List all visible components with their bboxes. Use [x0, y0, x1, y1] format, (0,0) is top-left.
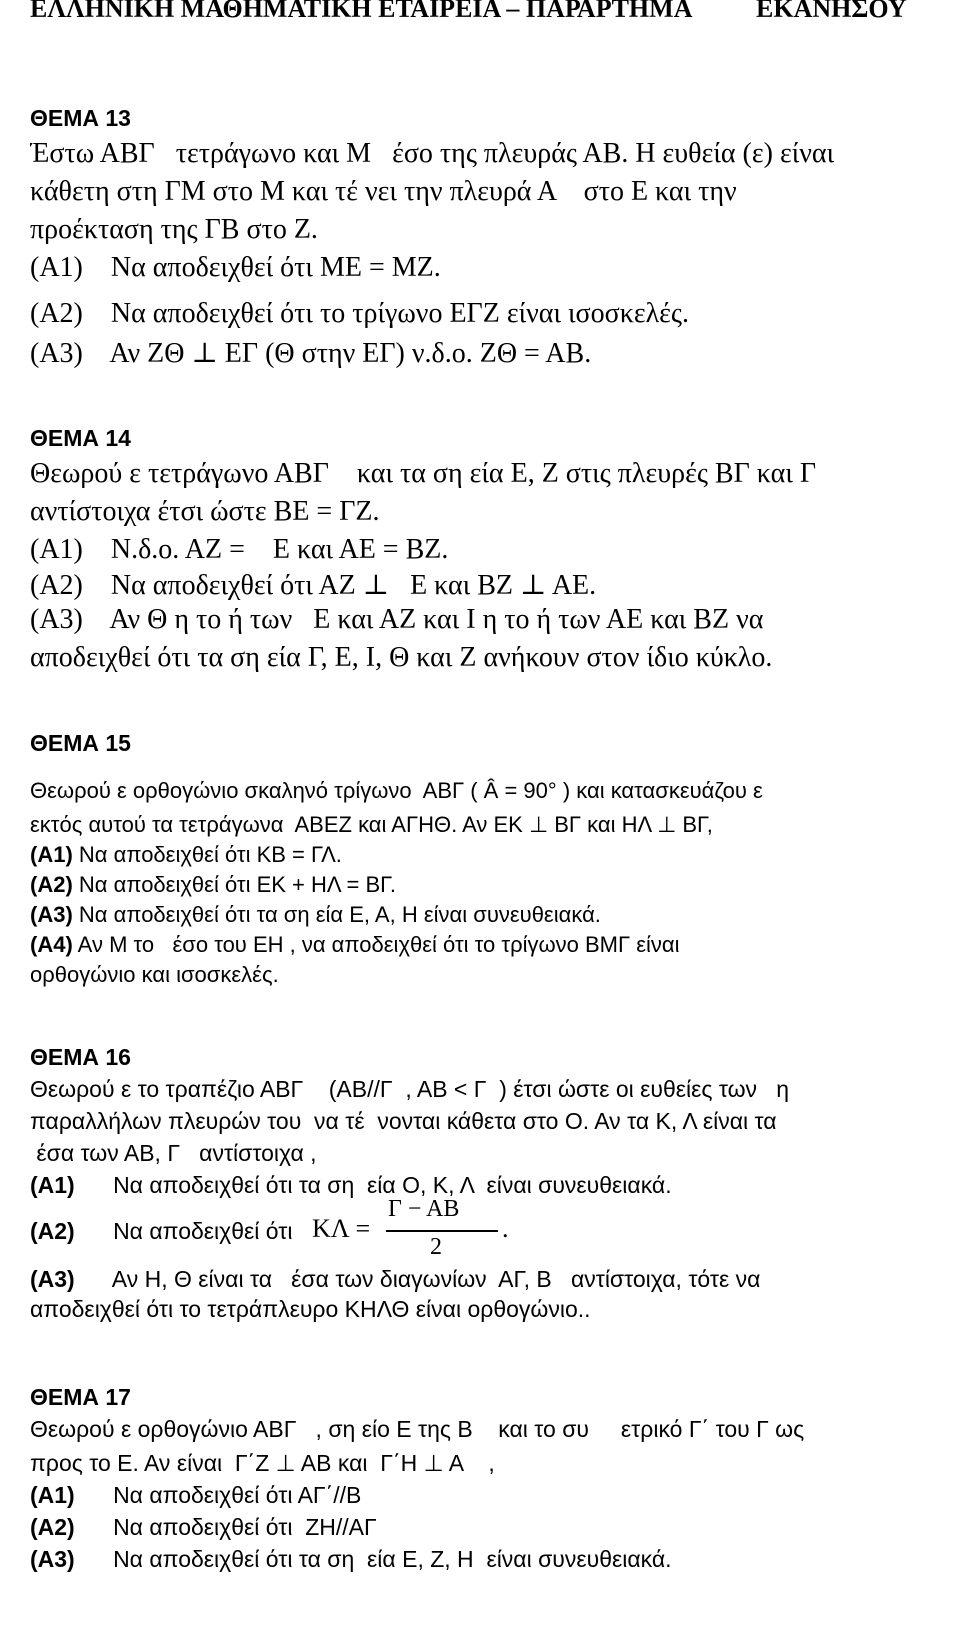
topic-17-question-a1 — [30, 1482, 930, 1508]
topic-16-question-a3 — [30, 1266, 930, 1292]
topic-15-line-1: Θεωρού ε ορθογώνιο σκαληνό τρίγωνο ΑΒΓ ( Â = 90° ) και κατασκευάζου ε — [30, 778, 763, 803]
topic-16-title: ΘΕΜΑ 16 — [30, 1044, 131, 1070]
topic-14-question-a1: (Α1) Ν.δ.ο. ΑΖ = Ε και ΑΕ = ΒΖ. — [30, 534, 449, 565]
question-label: (Α3) — [30, 1266, 75, 1292]
topic-13-line-1: Έστω ΑΒΓ τετράγωνο και Μ έσο της πλευράς ΑΒ. Η ευθεία (ε) είναι — [30, 138, 835, 169]
question-text: Αν Μ το έσο του ΕΗ , να αποδειχθεί ότι το τρίγωνο ΒΜΓ είναι — [72, 932, 680, 957]
topic-17-question-a3 — [30, 1546, 930, 1572]
question-text: Να αποδειχθεί ότι ΚΒ = ΓΛ. — [72, 842, 342, 867]
topic-13-question-a3: (Α3) Αν ΖΘ ⊥ ΕΓ (Θ στην ΕΓ) ν.δ.ο. ΖΘ = ΑΒ. — [30, 338, 592, 369]
topic-17-line-1: Θεωρού ε ορθογώνιο ΑΒΓ , ση είο Ε της Β και το συ ετρικό Γ΄ του Γ ως — [30, 1416, 805, 1442]
question-text: Να αποδειχθεί ότι ΕΚ + ΗΛ = ΒΓ. — [72, 872, 396, 897]
question-label: (Α1) — [30, 842, 73, 867]
fraction-period: . — [502, 1214, 509, 1243]
topic-15-question-a2 — [30, 872, 930, 897]
question-label: (Α1) — [30, 1482, 75, 1508]
topic-15-question-a4 — [30, 932, 930, 957]
topic-14-question-a3-cont: αποδειχθεί ότι τα ση εία Γ, Ε, Ι, Θ και Ζ ανήκουν στον ίδιο κύκλο. — [30, 642, 773, 673]
topic-15-question-a4-cont: ορθογώνιο και ισοσκελές. — [30, 962, 279, 987]
topic-15-line-2: εκτός αυτού τα τετράγωνα ΑΒΕΖ και ΑΓΗΘ. Αν ΕΚ ⊥ ΒΓ και ΗΛ ⊥ ΒΓ, — [30, 812, 713, 837]
topic-16-line-3: έσα των ΑΒ, Γ αντίστοιχα , — [30, 1140, 317, 1166]
question-text: Να αποδειχθεί ότι — [74, 1218, 299, 1244]
question-text: Να αποδειχθεί ότι ΖΗ//ΑΓ — [74, 1514, 377, 1540]
question-text: Να αποδειχθεί ότι ΑΓ΄//Β — [74, 1482, 362, 1508]
topic-17-line-2: προς το Ε. Αν είναι Γ΄Ζ ⊥ ΑΒ και Γ΄Η ⊥ Α , — [30, 1450, 495, 1476]
topic-14-question-a3: (Α3) Αν Θ η το ή των Ε και ΑΖ και Ι η το ή των ΑΕ και ΒΖ να — [30, 604, 764, 635]
topic-13-question-a1: (Α1) Να αποδειχθεί ότι ΜΕ = ΜΖ. — [30, 252, 441, 283]
question-text: Να αποδειχθεί ότι τα ση εία Ε, Α, Η είναι συνευθειακά. — [72, 902, 601, 927]
question-label: (Α3) — [30, 1546, 75, 1572]
topic-14-question-a2: (Α2) Να αποδειχθεί ότι ΑΖ ⊥ Ε και ΒΖ ⊥ ΑΕ. — [30, 570, 597, 601]
fraction-lhs: ΚΛ = — [312, 1214, 371, 1243]
topic-16-line-1: Θεωρού ε το τραπέζιο ΑΒΓ (ΑΒ//Γ , ΑΒ < Γ ) έτσι ώστε οι ευθείες των η — [30, 1076, 790, 1102]
topic-16-question-a1 — [30, 1172, 930, 1198]
topic-16-question-a3-cont: αποδειχθεί ότι το τετράπλευρο ΚΗΛΘ είναι ορθογώνιο.. — [30, 1296, 591, 1322]
question-label: (Α2) — [30, 872, 73, 897]
question-label: (Α1) — [30, 1172, 75, 1198]
topic-17-title: ΘΕΜΑ 17 — [30, 1384, 131, 1410]
topic-14-line-1: Θεωρού ε τετράγωνο ΑΒΓ και τα ση εία Ε, Ζ στις πλευρές ΒΓ και Γ — [30, 458, 817, 489]
topic-15-question-a3 — [30, 902, 930, 927]
topic-15-question-a1 — [30, 842, 930, 867]
fraction-bar — [386, 1230, 498, 1232]
topic-13-line-3: προέκταση της ΓΒ στο Ζ. — [30, 214, 318, 245]
question-label: (Α2) — [30, 1514, 75, 1540]
topic-14-line-2: αντίστοιχα έτσι ώστε ΒΕ = ΓΖ. — [30, 496, 380, 527]
question-label: (Α3) — [30, 902, 73, 927]
topic-16-line-2: παραλλήλων πλευρών του να τέ νονται κάθετα στο Ο. Αν τα Κ, Λ είναι τα — [30, 1108, 777, 1134]
question-text: Να αποδειχθεί ότι τα ση εία Ε, Ζ, Η είναι συνευθειακά. — [74, 1546, 672, 1572]
topic-13-question-a2: (Α2) Να αποδειχθεί ότι το τρίγωνο ΕΓΖ είναι ισοσκελές. — [30, 298, 689, 329]
topic-14-title: ΘΕΜΑ 14 — [30, 425, 131, 451]
question-text: Αν Η, Θ είναι τα έσα των διαγωνίων ΑΓ, Β αντίστοιχα, τότε να — [74, 1266, 761, 1292]
document-header: ΕΛΛΗΝΙΚΗ ΜΑΘΗΜΑΤΙΚΗ ΕΤΑΙΡΕΙΑ – ΠΑΡΑΡΤΗΜΑ ΕΚΑΝΗΣΟΥ — [30, 0, 907, 23]
topic-13-line-2: κάθετη στη ΓΜ στο Μ και τέ νει την πλευρά Α στο Ε και την — [30, 176, 737, 207]
topic-15-title: ΘΕΜΑ 15 — [30, 730, 131, 756]
fraction-denominator: 2 — [430, 1234, 442, 1260]
question-label: (Α4) — [30, 932, 73, 957]
fraction-numerator: Γ − ΑΒ — [388, 1196, 460, 1222]
question-text: Να αποδειχθεί ότι τα ση εία Ο, Κ, Λ είναι συνευθειακά. — [74, 1172, 672, 1198]
topic-17-question-a2 — [30, 1514, 930, 1540]
question-label: (Α2) — [30, 1218, 75, 1244]
topic-13-title: ΘΕΜΑ 13 — [30, 105, 131, 131]
